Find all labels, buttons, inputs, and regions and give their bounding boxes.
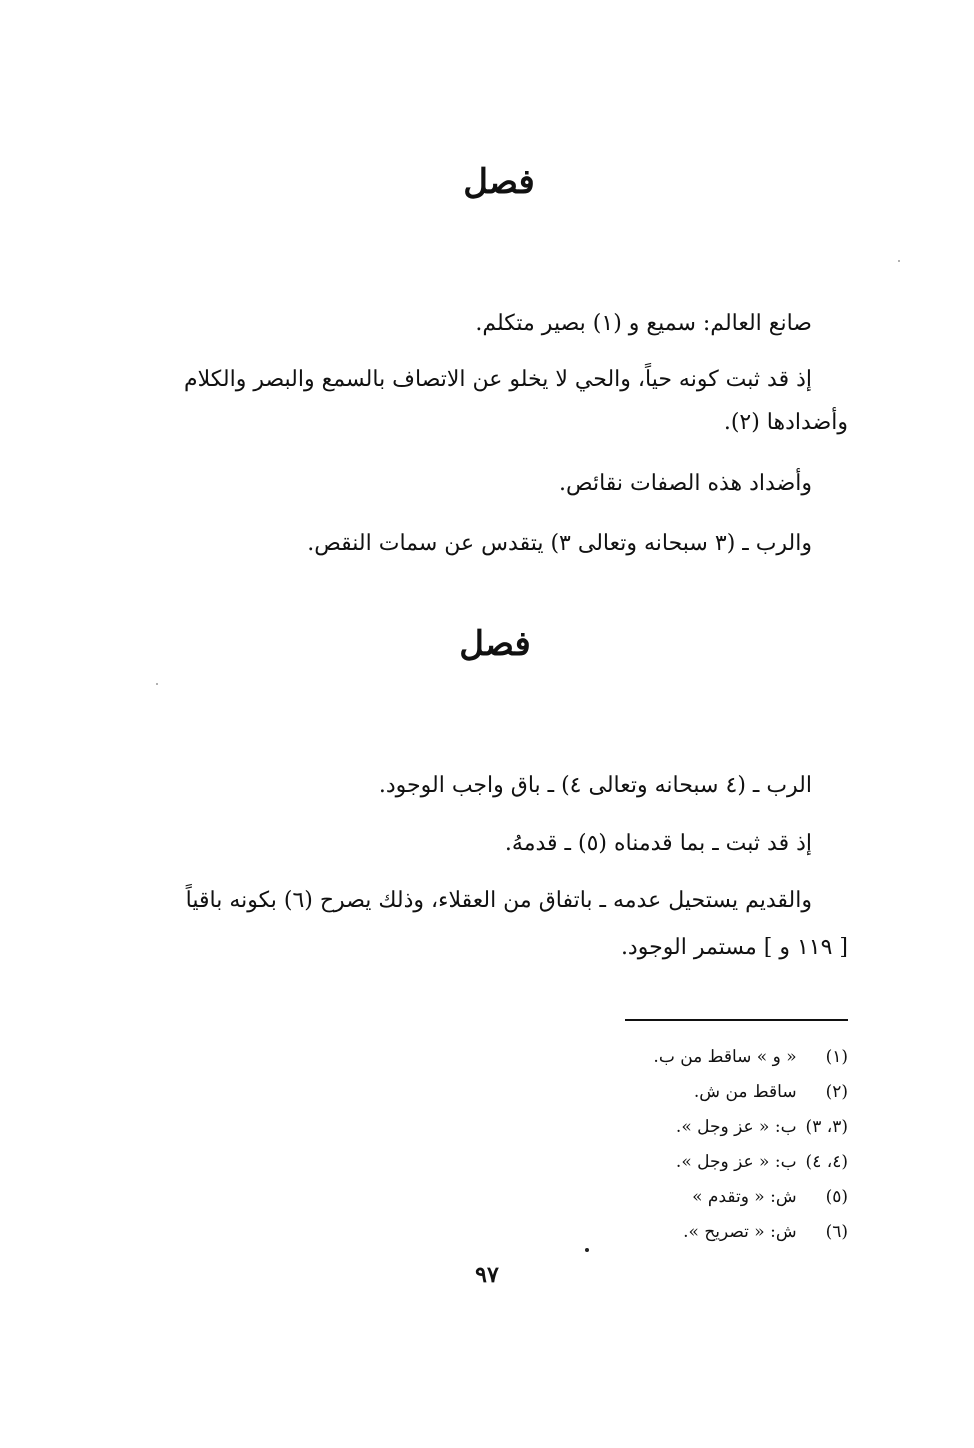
footnote-text: ش: « وتقدم » bbox=[692, 1187, 797, 1207]
section-heading: فصل bbox=[463, 162, 535, 202]
paragraph-line: الرب ـ (٤ سبحانه وتعالى ٤) ـ باق واجب الوجود. bbox=[378, 773, 812, 798]
footnotes-list bbox=[653, 1040, 848, 1250]
paragraph-line: والقديم يستحيل عدمه ـ باتفاق من العقلاء، وذلك يصرح (٦) بكونه باقياً bbox=[185, 888, 812, 913]
footnote-item bbox=[653, 1110, 848, 1145]
footnote-number: (٥) bbox=[825, 1187, 848, 1207]
footnote-text: ساقط من ش. bbox=[693, 1082, 797, 1102]
paragraph-line: إذ قد ثبت كونه حياً، والحي لا يخلو عن الاتصاف بالسمع والبصر والكلام bbox=[183, 367, 812, 392]
footnote-item bbox=[653, 1040, 848, 1075]
footnote-number: (١) bbox=[825, 1047, 848, 1067]
ink-dot bbox=[585, 1248, 589, 1252]
footnote-divider bbox=[625, 1019, 848, 1021]
paragraph-line: [ ١١٩ و ] مستمر الوجود. bbox=[620, 935, 848, 960]
page-number: ٩٧ bbox=[475, 1262, 499, 1288]
paragraph-line: وأضداد هذه الصفات نقائص. bbox=[559, 471, 812, 496]
footnote-item bbox=[653, 1145, 848, 1180]
paragraph-line: والرب ـ (٣ سبحانه وتعالى ٣) يتقدس عن سمات النقص. bbox=[307, 531, 812, 556]
paragraph-line: إذ قد ثبت ـ بما قدمناه (٥) ـ قدمهُ. bbox=[504, 831, 812, 856]
paragraph-line: وأضدادها (٢). bbox=[723, 410, 848, 435]
scan-speck bbox=[156, 683, 158, 685]
footnote-number: (٦) bbox=[825, 1222, 848, 1242]
footnote-item bbox=[653, 1180, 848, 1215]
footnote-text: ب: « عز وجل ». bbox=[675, 1152, 797, 1172]
footnote-number: (٤، ٤) bbox=[805, 1152, 848, 1172]
footnote-text: ب: « عز وجل ». bbox=[675, 1117, 797, 1137]
footnote-text: ش: « تصريح ». bbox=[683, 1222, 797, 1242]
footnote-number: (٣، ٣) bbox=[805, 1117, 848, 1137]
footnote-item bbox=[653, 1075, 848, 1110]
footnote-text: « و » ساقط من ب. bbox=[653, 1047, 797, 1067]
scan-speck bbox=[898, 260, 900, 262]
footnote-number: (٢) bbox=[825, 1082, 848, 1102]
section-heading: فصل bbox=[459, 624, 531, 664]
footnote-item bbox=[653, 1215, 848, 1250]
paragraph-line: صانع العالم: سميع و (١) بصير متكلم. bbox=[475, 311, 812, 336]
